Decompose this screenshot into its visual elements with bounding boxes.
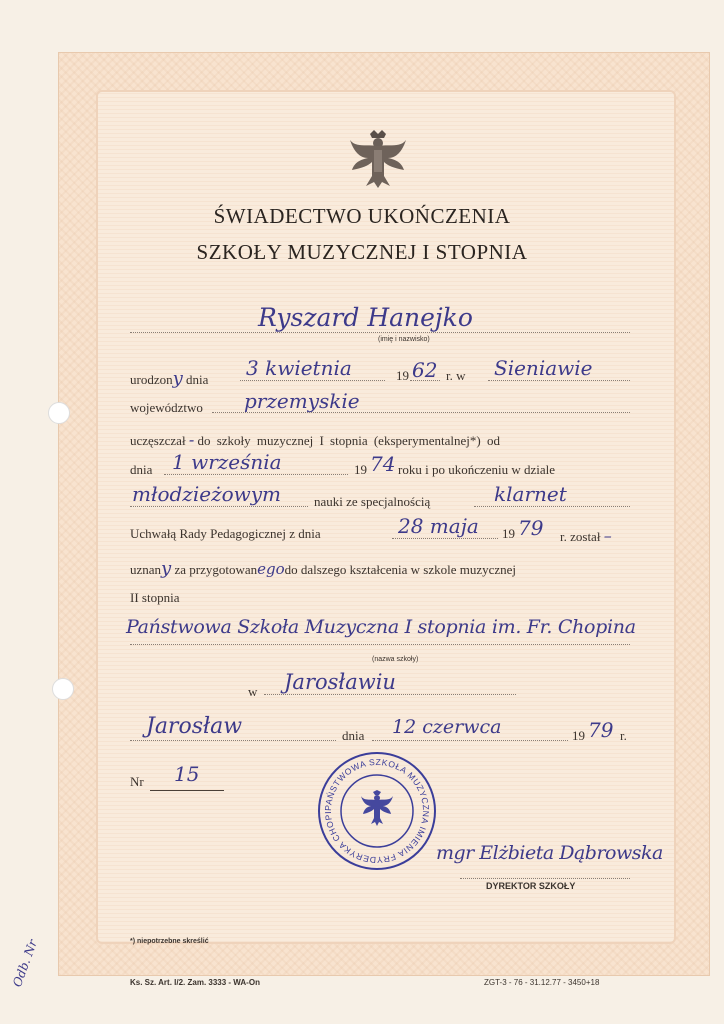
attendance-text: uczęszczał - do szkoły muzycznej I stopnia (eksperymentalnej*) od <box>130 430 500 449</box>
issue-place: Jarosław <box>146 714 243 739</box>
print-code-right: ZGT-3 - 76 - 31.12.77 - 3450+18 <box>484 978 600 987</box>
dotted-line <box>130 506 308 507</box>
attendance-after: roku i po ukończeniu w dziale <box>398 462 556 477</box>
resolution-line3: II stopnia <box>130 590 180 605</box>
number-value: 15 <box>174 762 200 786</box>
eagle-emblem-icon <box>348 128 408 194</box>
birth-year-prefix: 19 <box>396 368 409 383</box>
margin-note: Odb. Nr <box>10 937 40 989</box>
document-title-line1: ŚWIADECTWO UKOŃCZENIA <box>213 204 511 228</box>
label-born: urodzony dnia <box>130 368 209 389</box>
label-voivodeship: województwo <box>130 400 203 415</box>
label-day: dnia <box>342 728 365 743</box>
dotted-line <box>164 474 348 475</box>
issue-year-prefix: 19 <box>572 728 585 743</box>
resolution-line2: uznany za przygotowanegodo dalszego kształcenia w szkole muzycznej <box>130 558 517 579</box>
dotted-line <box>474 506 630 507</box>
issue-year: 79 <box>588 718 614 742</box>
svg-text:PAŃSTWOWA SZKOŁA MUZYCZNA IMIE: PAŃSTWOWA SZKOŁA MUZYCZNA IMIENIA FRYDERYKA CHOPI <box>322 756 432 866</box>
dotted-line <box>130 332 630 333</box>
director-signature: mgr Elżbieta Dąbrowska <box>436 842 663 864</box>
dotted-line <box>130 740 336 741</box>
resolution-year-prefix: 19 <box>502 526 515 541</box>
dotted-line <box>488 380 630 381</box>
resolution-text: Uchwałą Rady Pedagogicznej z dnia <box>130 526 321 541</box>
specialty-label: nauki ze specjalnością <box>314 494 431 509</box>
number-underline <box>150 790 224 791</box>
name-caption: (imię i nazwisko) <box>378 336 430 343</box>
attendance-date: 1 września <box>172 450 282 474</box>
resolution-date: 28 maja <box>398 514 479 538</box>
document-title-line2: SZKOŁY MUZYCZNEJ I STOPNIA <box>196 240 528 264</box>
print-code-left: Ks. Sz. Art. I/2. Zam. 3333 - WA-On <box>130 978 260 987</box>
school-stamp <box>316 750 438 876</box>
label-w: w <box>248 684 258 699</box>
punch-hole <box>48 402 70 424</box>
attendance-year: 74 <box>370 452 396 476</box>
school-name: Państwowa Szkoła Muzyczna I stopnia im. Fr. Chopina <box>126 616 636 638</box>
dotted-line <box>264 694 516 695</box>
dotted-line <box>212 412 630 413</box>
director-caption: DYREKTOR SZKOŁY <box>486 881 576 891</box>
dotted-line <box>460 878 630 879</box>
birth-year: 62 <box>412 358 438 382</box>
dotted-line <box>392 538 498 539</box>
person-name: Ryszard Hanejko <box>258 303 473 332</box>
punch-hole <box>52 678 74 700</box>
footnote: *) niepotrzebne skreślić <box>130 938 209 945</box>
issue-date: 12 czerwca <box>392 716 502 738</box>
dotted-line <box>410 380 440 381</box>
resolution-r-zostal: r. został – <box>560 526 612 545</box>
label-r-w: r. w <box>446 368 466 383</box>
birth-date: 3 kwietnia <box>246 356 352 380</box>
voivodeship: przemyskie <box>244 389 360 413</box>
school-city: Jarosławiu <box>284 670 396 694</box>
birth-place: Sieniawie <box>494 356 593 380</box>
label-day: dnia <box>130 462 153 477</box>
attendance-year-prefix: 19 <box>354 462 367 477</box>
number-label: Nr <box>130 774 144 789</box>
dotted-line <box>372 740 568 741</box>
specialty: klarnet <box>494 482 567 506</box>
dotted-line <box>240 380 385 381</box>
label-r: r. <box>620 728 627 743</box>
dotted-line <box>130 644 630 645</box>
department: młodzieżowym <box>132 482 282 506</box>
resolution-year: 79 <box>518 516 544 540</box>
school-caption: (nazwa szkoły) <box>372 656 419 663</box>
